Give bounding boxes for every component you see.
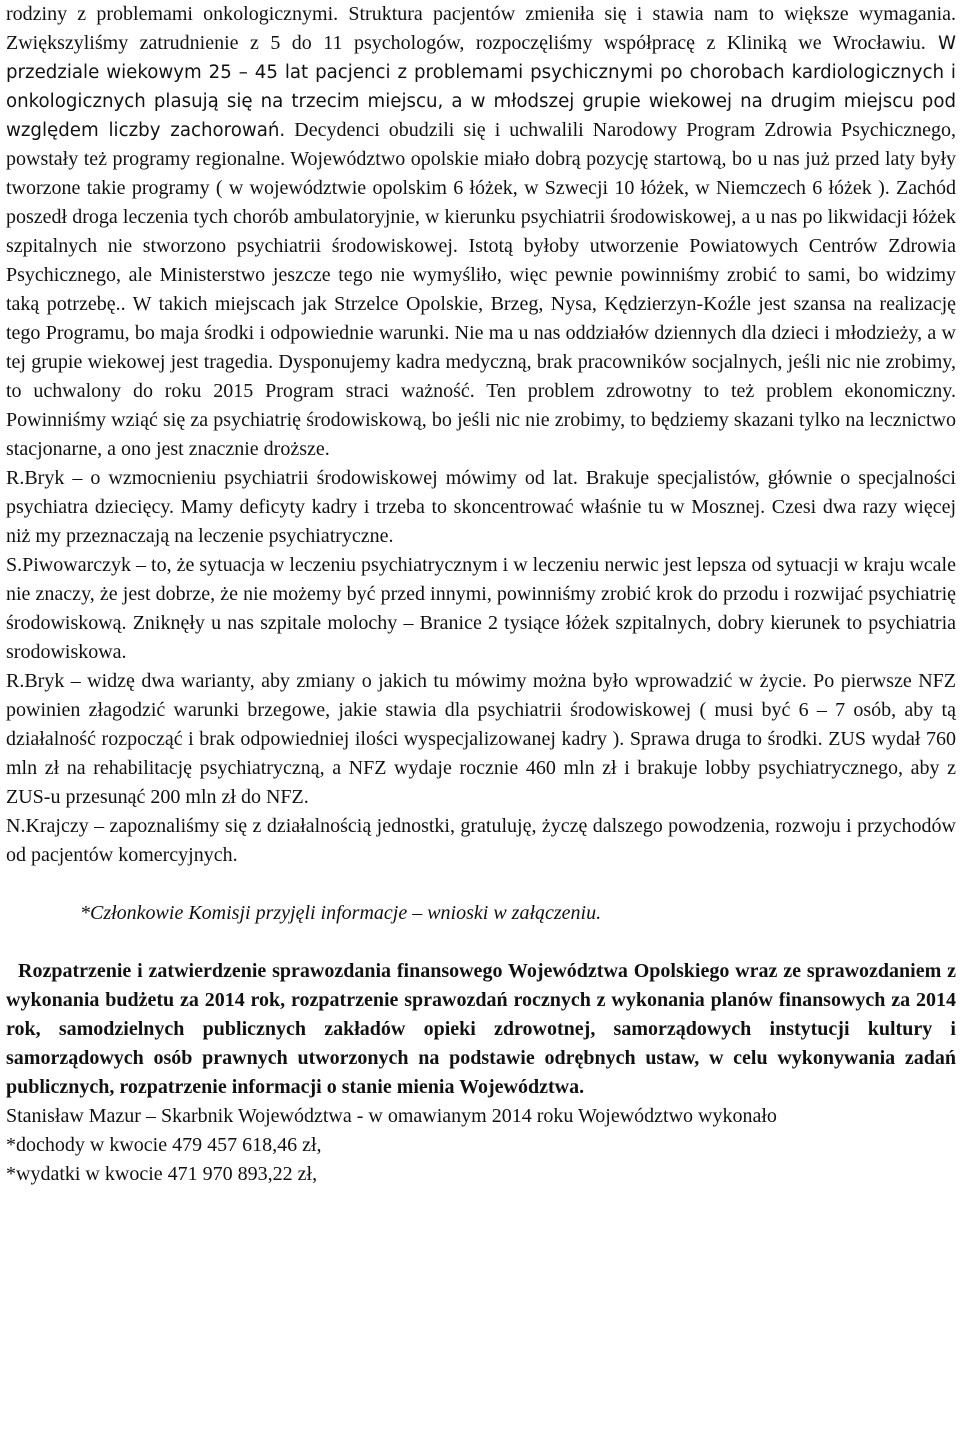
text-run-sans: W przedziale wiekowym 25 – 45 lat pacjenci z problemami psychicznymi po chorobach kardiologicznych i onkologicznych plasują się na trzecim miejscu, a w młodszej grupie wiekowej na drugim miejscu pod względem liczby zachorowań.	[6, 33, 957, 141]
expense-line: *wydatki w kwocie 471 970 893,22 zł,	[6, 1163, 318, 1185]
text-run: Decydenci obudzili się i uchwalili Narodowy Program Zdrowia Psychicznego, powstały też programy regionalne.	[6, 119, 956, 170]
section-heading: Rozpatrzenie i zatwierdzenie sprawozdania finansowego Województwa Opolskiego wraz ze sprawozdaniem z wykonania budżetu za 2014 rok, rozpatrzenie sprawozdań rocznych z wykonania planów finansowych za 2014 rok, samodzielnych publicznych zakładów opieki zdrowotnej, samorządowych instytucji kultury i samorządowych osób prawnych utworzonych na podstawie odrębnych ustaw, w celu wykonywania zadań publicznych, rozpatrzenie informacji o stanie mienia Województwa.	[6, 960, 956, 1098]
text-run: Zachód poszedł droga leczenia tych chorób ambulatoryjnie, w kierunku psychiatrii środowiskowej, a u nas po likwidacji łóżek szpitalnych nie stworzono psychiatrii środowiskowej. Istotą byłoby utworzenie Powiatowych Centrów Zdrowia Psychicznego, ale Ministerstwo jeszcze tego nie wymyśliło, więc pewnie powinniśmy zrobić to sami, bo widzimy taką potrzebę.. W takich miejscach jak Strzelce Opolskie, Brzeg, Nysa, Kędzierzyn-Koźle jest szansa na realizację tego Programu, bo maja środki i odpowiednie warunki. Nie ma u nas oddziałów dziennych dla dzieci i młodzieży, a w tej grupie wiekowej jest tragedia. Dysponujemy kadra medyczną, brak pracowników socjalnych, jeśli nic nie zrobimy, to uchwalony do roku 2015 Program straci ważność. Ten problem zdrowotny to też problem ekonomiczny. Powinniśmy wziąć się za psychiatrię środowiskową, bo jeśli nic nie zrobimy, to będziemy skazani tylko na lecznictwo stacjonarne, a ono jest znacznie droższe.	[6, 177, 956, 460]
text-run: Województwo opolskie miało dobrą pozycję startową, bo u nas już przed laty były tworzone takie programy ( w województwie opolskim 6 łóżek, w Szwecji 10 łóżek, w Niemczech 6 łóżek ).	[6, 148, 956, 199]
paragraph-bryk-2: R.Bryk – widzę dwa warianty, aby zmiany o jakich tu mówimy można było wprowadzić w życie. Po pierwsze NFZ powinien złagodzić warunki brzegowe, jakie stawia dla psychiatrii środowiskowej ( musi być 6 – 7 osób, aby tą działalność rozpocząć i brak odpowiedniej ilości wyspecjalizowanej kadry ). Sprawa druga to środki. ZUS wydał 760 mln zł na rehabilitację psychiatryczną, a NFZ wydaje rocznie 460 mln zł i brakuje lobby psychiatrycznego, aby z ZUS-u przesunąć 200 mln zł do NFZ.	[6, 670, 956, 808]
income-line: *dochody w kwocie 479 457 618,46 zł,	[6, 1134, 322, 1156]
document-page	[6, 0, 956, 1189]
paragraph-bryk-1: R.Bryk – o wzmocnieniu psychiatrii środowiskowej mówimy od lat. Brakuje specjalistów, głównie o specjalności psychiatra dziecięcy. Mamy deficyty kadry i trzeba to skoncentrować właśnie tu w Mosznej. Czesi dwa razy więcej niż my przeznaczają na leczenie psychiatryczne.	[6, 467, 956, 547]
paragraph-krajczy: N.Krajczy – zapoznaliśmy się z działalnością jednostki, gratuluję, życzę dalszego powodzenia, rozwoju i przychodów od pacjentów komercyjnych.	[6, 815, 956, 866]
paragraph-mazur: Stanisław Mazur – Skarbnik Województwa - w omawianym 2014 roku Województwo wykonało	[6, 1105, 777, 1127]
paragraph-psychiatry-report	[6, 0, 956, 464]
text-run: rodziny z problemami onkologicznymi. Struktura pacjentów zmieniła się i stawia nam to większe wymagania. Zwiększyliśmy zatrudnienie z 5 do 11 psychologów, rozpoczęliśmy współpracę z Kliniką we Wrocławiu.	[6, 3, 956, 54]
paragraph-piwowarczyk: S.Piwowarczyk – to, że sytuacja w leczeniu psychiatrycznym i w leczeniu nerwic jest lepsza od sytuacji w kraju wcale nie znaczy, że jest dobrze, że nie możemy być przed innymi, powinniśmy zrobić krok do przodu i rozwijać psychiatrię środowiskową. Zniknęły u nas szpitale molochy – Branice 2 tysiące łóżek szpitalnych, dobry kierunek to psychiatria srodowiskowa.	[6, 554, 956, 663]
committee-note: *Członkowie Komisji przyjęli informacje – wnioski w załączeniu.	[80, 902, 602, 924]
